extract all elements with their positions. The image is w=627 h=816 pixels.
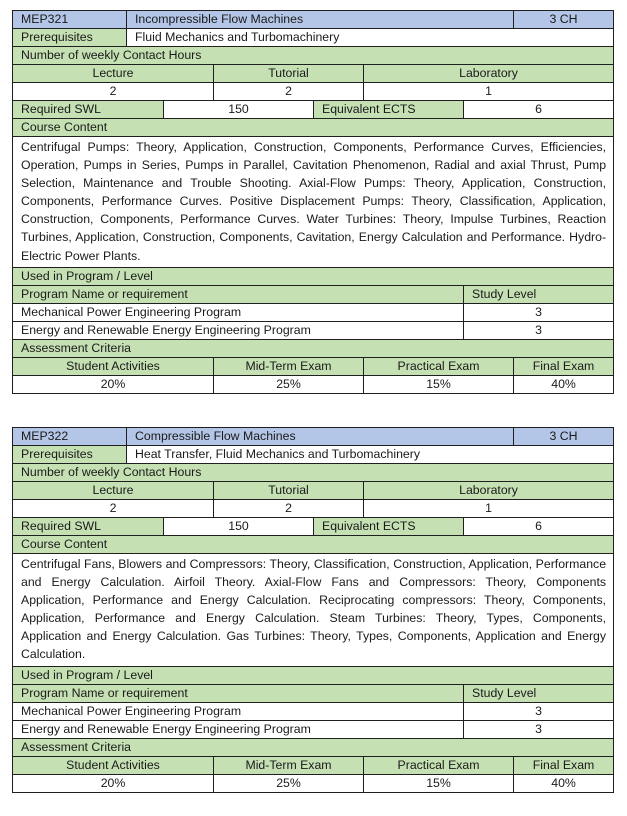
course-table-mep322 xyxy=(12,427,613,793)
final-exam-header: Final Exam xyxy=(514,357,614,375)
program-name: Mechanical Power Engineering Program xyxy=(13,702,464,720)
assessment-label: Assessment Criteria xyxy=(13,738,614,756)
midterm-value: 25% xyxy=(214,774,364,792)
swl-label: Required SWL xyxy=(13,518,164,536)
final-exam-value: 40% xyxy=(514,375,614,393)
ects-value: 6 xyxy=(464,518,614,536)
lecture-hours: 2 xyxy=(13,500,214,518)
prerequisites-label: Prerequisites xyxy=(13,29,127,47)
study-level: 3 xyxy=(464,303,614,321)
midterm-value: 25% xyxy=(214,375,364,393)
ects-label: Equivalent ECTS xyxy=(314,518,464,536)
course-content-label: Course Content xyxy=(13,119,614,137)
program-level-label: Used in Program / Level xyxy=(13,666,614,684)
final-exam-value: 40% xyxy=(514,774,614,792)
tutorial-hours: 2 xyxy=(214,83,364,101)
practical-header: Practical Exam xyxy=(364,756,514,774)
student-activities-header: Student Activities xyxy=(13,357,214,375)
student-activities-value: 20% xyxy=(13,375,214,393)
practical-value: 15% xyxy=(364,774,514,792)
practical-value: 15% xyxy=(364,375,514,393)
course-content-text: Centrifugal Pumps: Theory, Application, Construction, Components, Performance Curves, Efficiencies, Operation, Pumps in Series, Pumps in Parallel, Cavitation Phenomenon, Radial and axial Thrust, Pump Selection, Maintenance and Trouble Shooting. Axial-Flow Pumps: Theory, Application, Construction, Components, Performance Curves. Positive Displacement Pumps: Theory, Classification, Application, Construction, Components, Performance Curves. Water Turbines: Theory, Impulse Turbines, Reaction Turbines, Application, Construction, Components, Cavitation, Energy Calculation and Performance. Hydro-Electric Power Plants. xyxy=(13,137,614,268)
program-name: Energy and Renewable Energy Engineering Program xyxy=(13,720,464,738)
program-name: Mechanical Power Engineering Program xyxy=(13,303,464,321)
course-code: MEP321 xyxy=(13,11,127,29)
laboratory-header: Laboratory xyxy=(364,482,614,500)
study-level: 3 xyxy=(464,702,614,720)
prerequisites-value: Fluid Mechanics and Turbomachinery xyxy=(127,29,614,47)
program-level-label: Used in Program / Level xyxy=(13,267,614,285)
prerequisites-label: Prerequisites xyxy=(13,446,127,464)
student-activities-value: 20% xyxy=(13,774,214,792)
course-table-mep321 xyxy=(12,10,613,394)
ects-value: 6 xyxy=(464,101,614,119)
midterm-header: Mid-Term Exam xyxy=(214,357,364,375)
contact-hours-label: Number of weekly Contact Hours xyxy=(13,47,614,65)
course-code: MEP322 xyxy=(13,428,127,446)
practical-header: Practical Exam xyxy=(364,357,514,375)
program-name: Energy and Renewable Energy Engineering Program xyxy=(13,321,464,339)
student-activities-header: Student Activities xyxy=(13,756,214,774)
tutorial-header: Tutorial xyxy=(214,65,364,83)
swl-value: 150 xyxy=(164,518,314,536)
program-name-header: Program Name or requirement xyxy=(13,684,464,702)
lecture-hours: 2 xyxy=(13,83,214,101)
contact-hours-label: Number of weekly Contact Hours xyxy=(13,464,614,482)
laboratory-hours: 1 xyxy=(364,500,614,518)
prerequisites-value: Heat Transfer, Fluid Mechanics and Turbomachinery xyxy=(127,446,614,464)
study-level-header: Study Level xyxy=(464,285,614,303)
tutorial-header: Tutorial xyxy=(214,482,364,500)
course-content-text: Centrifugal Fans, Blowers and Compressors: Theory, Classification, Construction, Application, Performance and Energy Calculation. Airfoil Theory. Axial-Flow Fans and Compressors: Theory, Components Application, Performance and Energy Calculation. Reciprocating compressors: Theory, Components, Application, Performance and Energy Calculation. Steam Turbines: Theory, Types, Components, Application and Energy Calculation. Gas Turbines: Theory, Types, Components, Application and Energy Calculation. xyxy=(13,554,614,667)
credit-hours: 3 CH xyxy=(514,11,614,29)
midterm-header: Mid-Term Exam xyxy=(214,756,364,774)
lecture-header: Lecture xyxy=(13,482,214,500)
program-name-header: Program Name or requirement xyxy=(13,285,464,303)
assessment-label: Assessment Criteria xyxy=(13,339,614,357)
study-level: 3 xyxy=(464,321,614,339)
laboratory-hours: 1 xyxy=(364,83,614,101)
course-title: Incompressible Flow Machines xyxy=(127,11,514,29)
laboratory-header: Laboratory xyxy=(364,65,614,83)
ects-label: Equivalent ECTS xyxy=(314,101,464,119)
credit-hours: 3 CH xyxy=(514,428,614,446)
course-content-label: Course Content xyxy=(13,536,614,554)
lecture-header: Lecture xyxy=(13,65,214,83)
final-exam-header: Final Exam xyxy=(514,756,614,774)
swl-value: 150 xyxy=(164,101,314,119)
tutorial-hours: 2 xyxy=(214,500,364,518)
swl-label: Required SWL xyxy=(13,101,164,119)
study-level-header: Study Level xyxy=(464,684,614,702)
course-title: Compressible Flow Machines xyxy=(127,428,514,446)
study-level: 3 xyxy=(464,720,614,738)
